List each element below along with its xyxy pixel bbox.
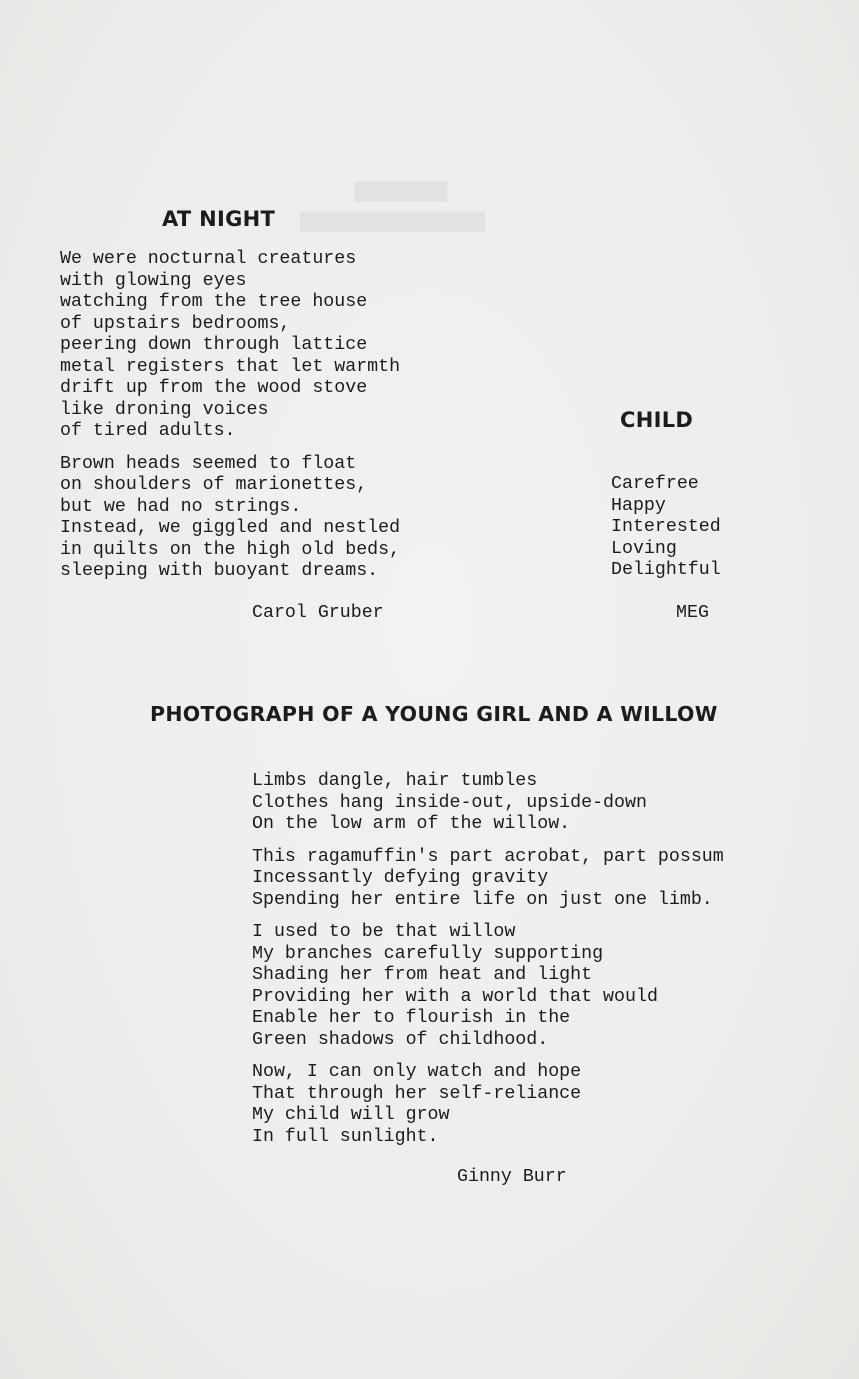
poem-line: We were nocturnal creatures: [60, 249, 357, 269]
author-child: MEG: [676, 603, 709, 623]
poem-line: I used to be that willow: [252, 922, 516, 942]
poem-line: but we had no strings.: [60, 496, 302, 517]
poem-line: on shoulders of marionettes,: [60, 475, 368, 495]
poem-line: Enable her to flourish in the: [252, 1008, 571, 1028]
poem-body-at-night: [60, 249, 400, 583]
poem-line: watching from the tree house: [60, 292, 368, 312]
poem-line: Providing her with a world that would: [252, 986, 658, 1007]
poem-line: Happy: [611, 495, 666, 516]
poem-line: Green shadows of childhood.: [252, 1029, 549, 1050]
poem-line: My child will grow: [252, 1105, 450, 1125]
poem-body-photograph: [252, 771, 724, 1148]
author-photograph: Ginny Burr: [457, 1167, 567, 1187]
poem-line: Brown heads seemed to float: [60, 453, 357, 474]
poem-line: Shading her from heat and light: [252, 965, 593, 985]
poem-body-child: [611, 474, 721, 582]
poem-line: Incessantly defying gravity: [252, 868, 549, 888]
poem-line: metal registers that let warmth: [60, 356, 401, 377]
poem-line: Carefree: [611, 474, 699, 494]
poem-line: in quilts on the high old beds,: [60, 539, 401, 560]
poem-line: drift up from the wood stove: [60, 378, 368, 398]
poem-line: Now, I can only watch and hope: [252, 1062, 582, 1082]
stanza: [252, 1062, 724, 1148]
poem-line: Instead, we giggled and nestled: [60, 518, 401, 538]
poem-line: Spending her entire life on just one limb.: [252, 889, 713, 910]
stanza: [252, 771, 724, 836]
poem-line: with glowing eyes: [60, 270, 247, 291]
poem-line: Limbs dangle, hair tumbles: [252, 771, 538, 791]
poem-title-at-night: AT NIGHT: [162, 207, 276, 231]
poem-line: Delightful: [611, 560, 721, 580]
stanza: [60, 249, 400, 443]
poem-line: My branches carefully supporting: [252, 943, 604, 964]
bleed-through-decoration: ▇▇▇▇▇▇: [355, 178, 448, 202]
poem-line: This ragamuffin's part acrobat, part possum: [252, 846, 724, 867]
poem-line: In full sunlight.: [252, 1126, 439, 1147]
stanza: [252, 922, 724, 1051]
poem-line: sleeping with buoyant dreams.: [60, 561, 379, 581]
bleed-through-decoration: ▇▇▇▇▇▇▇▇▇▇▇▇: [300, 208, 485, 232]
poem-line: of tired adults.: [60, 421, 236, 441]
poem-line: like droning voices: [60, 399, 269, 420]
poem-line: That through her self-reliance: [252, 1083, 582, 1104]
poem-line: Clothes hang inside-out, upside-down: [252, 792, 647, 813]
author-at-night: Carol Gruber: [252, 603, 384, 623]
poem-line: On the low arm of the willow.: [252, 814, 571, 834]
poem-line: Loving: [611, 538, 677, 559]
poem-line: Interested: [611, 517, 721, 537]
stanza: [252, 847, 724, 912]
poem-line: peering down through lattice: [60, 335, 368, 355]
poem-title-child: CHILD: [620, 408, 694, 432]
stanza: [60, 454, 400, 583]
poem-line: of upstairs bedrooms,: [60, 313, 291, 334]
poem-title-photograph: PHOTOGRAPH OF A YOUNG GIRL AND A WILLOW: [150, 702, 718, 726]
